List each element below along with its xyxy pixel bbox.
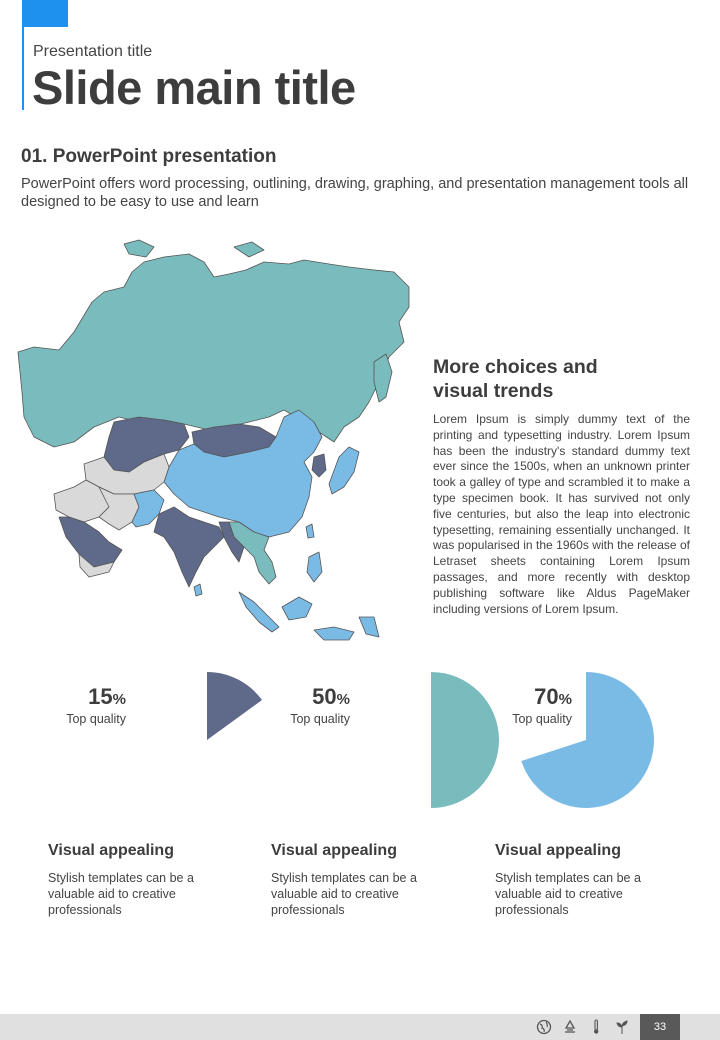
pie-slice (521, 672, 654, 808)
sprout-icon (614, 1019, 630, 1035)
card-title: Visual appealing (48, 842, 174, 859)
pie-block-1 (0, 670, 220, 820)
pie-label: Top quality (66, 712, 126, 726)
pie-percent: 70% (534, 684, 572, 709)
globe-icon (536, 1019, 552, 1035)
asia-map (14, 232, 416, 650)
page-number: 33 (640, 1014, 680, 1040)
pie-block-3 (448, 670, 668, 820)
section-heading: 01. PowerPoint presentation (21, 146, 277, 167)
map-region-korea (312, 454, 326, 477)
pie-label: Top quality (290, 712, 350, 726)
map-region-arctic-island (124, 240, 154, 257)
map-region-indonesia (239, 592, 279, 632)
card-text: Stylish templates can be a valuable aid to creative professionals (495, 871, 641, 917)
slide-title: Slide main title (32, 61, 356, 114)
map-region-japan (329, 447, 359, 494)
map-region-sri-lanka (194, 584, 202, 596)
card-title: Visual appealing (495, 842, 621, 859)
pie-block-2 (224, 670, 444, 820)
map-region-india (154, 507, 224, 587)
presentation-subtitle: Presentation title (33, 43, 153, 60)
map-region-kamchatka (374, 354, 392, 402)
side-heading (433, 355, 693, 403)
pie-label: Top quality (512, 712, 572, 726)
accent-line (22, 27, 24, 110)
recycle-icon (562, 1019, 578, 1035)
card-title: Visual appealing (271, 842, 397, 859)
section-text: PowerPoint offers word processing, outlining, drawing, graphing, and presentation management tools all designed to be easy to use and learn (21, 176, 689, 210)
map-region-taiwan (306, 524, 314, 538)
side-heading-line2: visual trends (433, 380, 554, 402)
pie-percent: 15% (88, 684, 126, 709)
map-region-papua (359, 617, 379, 637)
side-text: Lorem Ipsum is simply dummy text of the printing and typesetting industry. Lorem Ipsum has been the industry's standard dummy text ever since the 1500s, when an unknown printer took a galley of type and scrambled it to make a type specimen book. It has survived not only five centuries, but also the leap into electronic typesetting, remaining essentially unchanged. It was popularised in the 1960s with the release of Letraset sheets containing Lorem Ipsum passages, and more recently with desktop publishing software like Aldus PageMaker including versions of Lorem Ipsum. (433, 412, 690, 616)
map-region-philippines (307, 552, 322, 582)
map-region-indonesia (282, 597, 312, 620)
thermometer-icon (588, 1019, 604, 1035)
accent-block (22, 0, 68, 27)
map-region-indonesia (314, 627, 354, 640)
card-text: Stylish templates can be a valuable aid to creative professionals (48, 871, 194, 917)
footer-icons (536, 1017, 630, 1037)
pie-percent: 50% (312, 684, 350, 709)
map-region-arctic-island (234, 242, 264, 257)
pie-chart-3 (516, 670, 656, 810)
map-region-russia (18, 254, 409, 447)
card-text: Stylish templates can be a valuable aid to creative professionals (271, 871, 417, 917)
side-heading-line1: More choices and (433, 356, 598, 378)
